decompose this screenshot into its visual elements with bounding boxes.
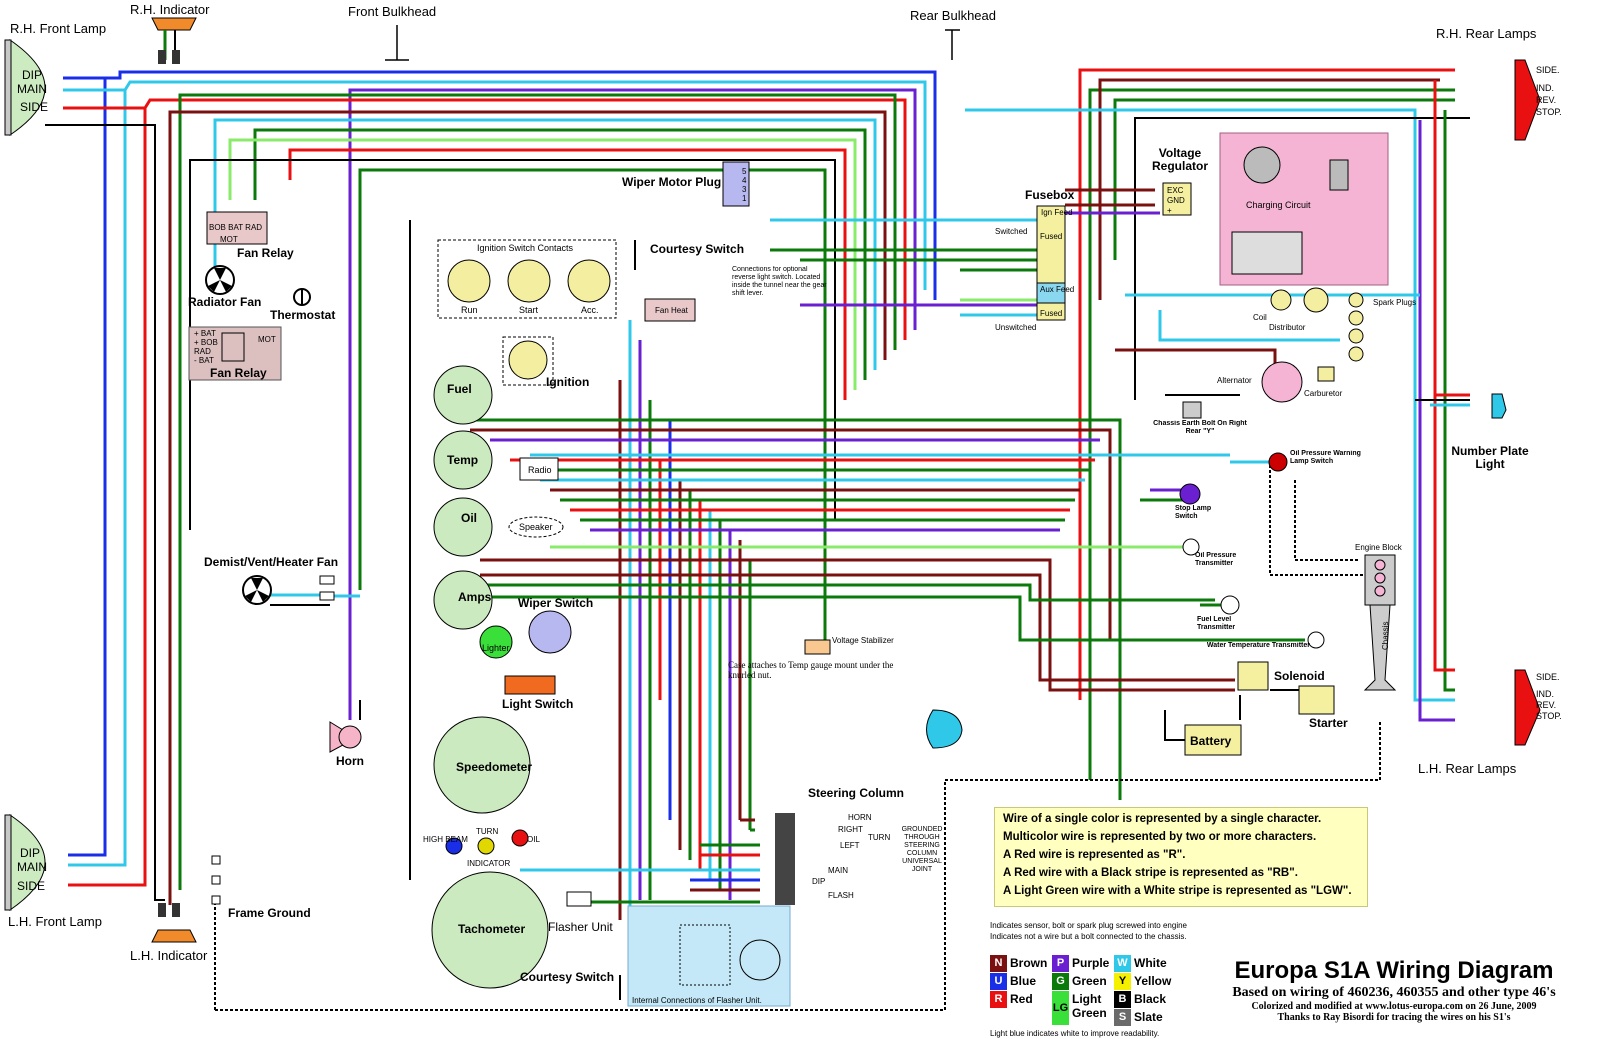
light-switch bbox=[502, 676, 573, 711]
charging-circuit bbox=[1220, 133, 1388, 285]
steering-dip: DIP bbox=[812, 877, 826, 886]
wiper-pin-4: 4 bbox=[742, 176, 747, 185]
blue-swatch: U bbox=[990, 973, 1007, 990]
lh-indicator bbox=[130, 903, 208, 963]
fuel-level-transmitter bbox=[1197, 596, 1257, 636]
detail-rad: RAD bbox=[194, 347, 211, 356]
marker-legend bbox=[990, 920, 1187, 942]
rh-rear-lamps bbox=[1436, 26, 1562, 140]
ign-run-label: Run bbox=[461, 305, 478, 315]
black-name: Black bbox=[1134, 992, 1167, 1006]
spark-plugs bbox=[1349, 293, 1416, 361]
stabilizer-note: Case attaches to Temp gauge mount under the knurled nut. bbox=[728, 660, 894, 680]
readability-note: Light blue indicates white to improve readability. bbox=[990, 1029, 1160, 1038]
diagram-subtitle: Based on wiring of 460236, 460355 and other type 46's bbox=[1232, 985, 1556, 1000]
flasher-internals bbox=[628, 906, 790, 1006]
tachometer-label: Tachometer bbox=[458, 922, 526, 936]
oil-pressure-warning-label: Oil Pressure Warning Lamp Switch bbox=[1290, 450, 1361, 465]
color-key-slate bbox=[1114, 1009, 1170, 1026]
speaker-label: Speaker bbox=[519, 522, 553, 532]
lh-rear-lamps bbox=[1418, 670, 1562, 776]
voltage-regulator-label: Voltage Regulator bbox=[1151, 147, 1208, 173]
ign-contacts-title: Ignition Switch Contacts bbox=[477, 243, 574, 253]
courtesy-switch-top-label: Courtesy Switch bbox=[650, 242, 745, 256]
lh-rev: REV. bbox=[1536, 700, 1557, 710]
fuse-ign-feed: Ign Feed bbox=[1041, 208, 1073, 217]
thermostat bbox=[270, 289, 335, 322]
ign-acc-label: Acc. bbox=[581, 305, 599, 315]
slate-name: Slate bbox=[1134, 1010, 1163, 1024]
fan-heat-label: Fan Heat bbox=[655, 306, 688, 315]
color-key-green bbox=[1052, 973, 1112, 990]
wiper-pin-1: 1 bbox=[742, 194, 747, 203]
indicator-label: INDICATOR bbox=[467, 859, 511, 868]
lh-stop: STOP. bbox=[1536, 711, 1562, 721]
lighter-label: Lighter bbox=[482, 643, 510, 653]
color-key-light-green bbox=[1052, 991, 1112, 1025]
title-block bbox=[1204, 957, 1584, 1023]
frame-ground-label: Frame Ground bbox=[228, 906, 311, 920]
temp-gauge bbox=[434, 431, 492, 489]
rh-ind: IND. bbox=[1536, 83, 1554, 93]
demist-fan bbox=[204, 555, 338, 604]
battery-label: Battery bbox=[1190, 734, 1232, 748]
steering-main: MAIN bbox=[828, 866, 848, 875]
amps-gauge bbox=[434, 571, 492, 629]
rh-dip-label: DIP bbox=[22, 68, 43, 82]
fan-relay-mot: MOT bbox=[220, 235, 238, 244]
stop-lamp-switch bbox=[1175, 484, 1235, 525]
yellow-name: Yellow bbox=[1134, 974, 1172, 988]
color-key-red bbox=[990, 991, 1050, 1008]
voltage-regulator bbox=[1145, 147, 1215, 215]
lh-dip-label: DIP bbox=[20, 846, 41, 860]
brown-name: Brown bbox=[1010, 956, 1048, 970]
red-name: Red bbox=[1010, 992, 1033, 1006]
lh-ind: IND. bbox=[1536, 689, 1554, 699]
wiper-switch bbox=[518, 596, 593, 653]
light-green-name: Light Green bbox=[1072, 992, 1107, 1020]
blue-name: Blue bbox=[1010, 974, 1037, 988]
wire-code-note bbox=[994, 807, 1368, 907]
ignition bbox=[503, 337, 589, 389]
steering-left: LEFT bbox=[840, 841, 860, 850]
oil-gauge bbox=[434, 498, 492, 556]
reverse-switch-note bbox=[732, 266, 832, 306]
carburetor-label: Carburetor bbox=[1304, 389, 1343, 398]
spark-plugs-label: Spark Plugs bbox=[1373, 298, 1417, 307]
steering-right: RIGHT bbox=[838, 825, 863, 834]
color-key-blue bbox=[990, 973, 1050, 990]
alternator-label: Alternator bbox=[1217, 376, 1252, 385]
yellow-swatch: Y bbox=[1114, 973, 1131, 990]
high-beam-label: HIGH BEAM bbox=[423, 835, 468, 844]
speedometer bbox=[434, 717, 532, 813]
color-key-black bbox=[1114, 991, 1170, 1008]
wiper-switch-label: Wiper Switch bbox=[518, 596, 594, 610]
thermostat-label: Thermostat bbox=[270, 308, 336, 322]
voltage-stabilizer bbox=[728, 636, 908, 684]
engine-block-label: Engine Block bbox=[1355, 543, 1402, 552]
diagram-credit-1: Colorized and modified at www.lotus-europa.com on 26 June, 2009 bbox=[1251, 1001, 1537, 1012]
fan-relay-detail-label: Fan Relay bbox=[210, 366, 267, 380]
wiper-pin-3: 3 bbox=[742, 185, 747, 194]
marker-legend-line: Indicates not a wire but a bolt connected to the chassis. bbox=[990, 932, 1187, 941]
water-temp-transmitter bbox=[1195, 632, 1324, 662]
ignition-label: Ignition bbox=[546, 375, 590, 389]
color-key bbox=[990, 955, 1170, 1026]
fuse-aux-feed: Aux Feed bbox=[1040, 285, 1075, 294]
fan-relay-label: Fan Relay bbox=[237, 246, 294, 260]
vr-exc: EXC bbox=[1167, 186, 1184, 195]
rh-stop: STOP. bbox=[1536, 107, 1562, 117]
flasher-unit-label: Flasher Unit bbox=[548, 920, 613, 934]
marker-legend-line: Indicates sensor, bolt or spark plug screwed into engine bbox=[990, 921, 1188, 930]
bulkhead-labels bbox=[348, 4, 996, 60]
white-name: White bbox=[1134, 956, 1167, 970]
oil-label: Oil bbox=[461, 511, 478, 525]
color-key-yellow bbox=[1114, 973, 1170, 990]
reverse-switch-note-text: Connections for optional reverse light switch. Located inside the tunnel near the gear shift lever. bbox=[732, 266, 827, 297]
chassis-earth bbox=[1150, 402, 1250, 442]
note-line: A Light Green wire with a White stripe is represented as "LGW". bbox=[1003, 885, 1352, 897]
flasher-unit bbox=[548, 892, 613, 934]
starter-label: Starter bbox=[1309, 716, 1348, 730]
grounded-column-note: GROUNDED THROUGH STEERING COLUMN UNIVERSAL JOINT bbox=[901, 826, 943, 873]
steering-turn: TURN bbox=[868, 833, 891, 842]
radiator-fan bbox=[188, 266, 261, 309]
rh-indicator-label: R.H. Indicator bbox=[130, 2, 210, 17]
engine-block bbox=[1355, 543, 1403, 690]
diagram-title: Europa S1A Wiring Diagram bbox=[1234, 957, 1554, 984]
lh-side: SIDE. bbox=[1536, 672, 1560, 682]
carburetor bbox=[1304, 367, 1343, 398]
wiper-pin-5: 5 bbox=[742, 167, 747, 176]
detail-bat: + BAT bbox=[194, 329, 216, 338]
fuel-gauge bbox=[434, 366, 492, 424]
voltage-stabilizer-label: Voltage Stabilizer bbox=[832, 636, 894, 645]
light-switch-label: Light Switch bbox=[502, 697, 574, 711]
detail-bob: + BOB bbox=[194, 338, 218, 347]
steering-horn: HORN bbox=[848, 813, 872, 822]
fan-relay bbox=[207, 212, 294, 260]
switched-label: Switched bbox=[995, 227, 1028, 236]
courtesy-switch-bottom bbox=[520, 970, 620, 1000]
green-name: Green bbox=[1072, 974, 1107, 988]
note-line: Multicolor wire is represented by two or more characters. bbox=[1003, 831, 1317, 843]
note-line: A Red wire is represented as "R". bbox=[1003, 849, 1186, 861]
fan-relay-terminals: BOB BAT RAD bbox=[209, 223, 263, 232]
lh-side-label: SIDE bbox=[17, 879, 46, 893]
light-green-swatch: LG bbox=[1052, 991, 1069, 1025]
stop-lamp-switch-label: Stop Lamp Switch bbox=[1175, 505, 1212, 520]
color-key-white bbox=[1114, 955, 1170, 972]
rh-main-label: MAIN bbox=[17, 82, 47, 96]
ignition-switch-contacts bbox=[438, 240, 616, 318]
rh-rev: REV. bbox=[1536, 95, 1557, 105]
steering-column bbox=[775, 786, 947, 905]
courtesy-switch-bottom-label: Courtesy Switch bbox=[520, 970, 615, 984]
water-temp-transmitter-label: Water Temperature Transmitter bbox=[1206, 642, 1310, 649]
vr-plus: + bbox=[1167, 206, 1172, 215]
starter bbox=[1299, 686, 1348, 730]
lh-rear-lamps-label: L.H. Rear Lamps bbox=[1418, 761, 1517, 776]
warning-lamps bbox=[423, 827, 540, 868]
flasher-internals-label: Internal Connections of Flasher Unit. bbox=[632, 996, 762, 1005]
steering-column-label: Steering Column bbox=[808, 786, 905, 800]
coil-label: Coil bbox=[1253, 313, 1267, 322]
stop-lamp-left bbox=[927, 710, 963, 748]
lh-front-lamp-label: L.H. Front Lamp bbox=[8, 914, 102, 929]
oil-pressure-transmitter-label: Oil Pressure Transmitter bbox=[1195, 552, 1237, 567]
lh-front-lamp bbox=[5, 815, 102, 929]
wiper-motor-plug-label: Wiper Motor Plug bbox=[622, 175, 722, 189]
fan-heat-switch bbox=[645, 299, 695, 321]
red-swatch: R bbox=[990, 991, 1007, 1008]
oil-pressure-transmitter bbox=[1183, 539, 1260, 572]
rh-indicator bbox=[130, 2, 210, 64]
purple-name: Purple bbox=[1072, 956, 1110, 970]
courtesy-switch-top bbox=[635, 240, 744, 270]
color-key-purple bbox=[1052, 955, 1112, 972]
diagram-credit-2: Thanks to Ray Bisordi for tracing the wires on his S1's bbox=[1277, 1012, 1511, 1023]
speedometer-label: Speedometer bbox=[456, 760, 533, 774]
radio bbox=[509, 458, 563, 537]
fuse-fused-1: Fused bbox=[1040, 232, 1063, 241]
fuel-label: Fuel bbox=[447, 382, 472, 396]
fuse-fused-2: Fused bbox=[1040, 309, 1063, 318]
ign-start-label: Start bbox=[519, 305, 539, 315]
black-swatch: B bbox=[1114, 991, 1131, 1008]
distributor-label: Distributor bbox=[1269, 323, 1306, 332]
lh-main-label: MAIN bbox=[17, 860, 47, 874]
temp-label: Temp bbox=[447, 453, 479, 467]
charging-circuit-label: Charging Circuit bbox=[1246, 200, 1311, 210]
vr-gnd: GND bbox=[1167, 196, 1185, 205]
lh-indicator-label: L.H. Indicator bbox=[130, 948, 208, 963]
oil-lamp-label: OIL bbox=[527, 835, 540, 844]
fuel-level-transmitter-label: Fuel Level Transmitter bbox=[1197, 616, 1236, 631]
battery bbox=[1185, 725, 1241, 755]
unswitched-label: Unswitched bbox=[995, 323, 1037, 332]
radiator-fan-label: Radiator Fan bbox=[188, 295, 262, 309]
chassis-earth-label: Chassis Earth Bolt On Right Rear "Y" bbox=[1153, 420, 1247, 435]
radio-label: Radio bbox=[528, 465, 552, 475]
lighter bbox=[480, 626, 512, 658]
turn-label: TURN bbox=[476, 827, 499, 836]
rh-side: SIDE. bbox=[1536, 65, 1560, 75]
detail-mot: MOT bbox=[258, 335, 276, 344]
rh-rear-lamps-label: R.H. Rear Lamps bbox=[1436, 26, 1537, 41]
solenoid-label: Solenoid bbox=[1274, 669, 1325, 683]
white-swatch: W bbox=[1114, 955, 1131, 972]
detail-neg-bat: - BAT bbox=[194, 356, 214, 365]
slate-swatch: S bbox=[1114, 1009, 1131, 1026]
rear-bulkhead-label: Rear Bulkhead bbox=[910, 8, 996, 23]
note-line: A Red wire with a Black stripe is represented as "RB". bbox=[1003, 867, 1298, 879]
rh-side-label: SIDE bbox=[20, 100, 49, 114]
front-bulkhead-label: Front Bulkhead bbox=[348, 4, 437, 19]
chassis-label: Chassis bbox=[1381, 621, 1390, 650]
note-line: Wire of a single color is represented by a single character. bbox=[1003, 813, 1322, 825]
purple-swatch: P bbox=[1052, 955, 1069, 972]
rh-front-lamp-label: R.H. Front Lamp bbox=[10, 21, 107, 36]
oil-pressure-warning-switch bbox=[1269, 450, 1370, 480]
color-key-brown bbox=[990, 955, 1050, 972]
brown-swatch: N bbox=[990, 955, 1007, 972]
amps-label: Amps bbox=[458, 590, 492, 604]
demist-fan-label: Demist/Vent/Heater Fan bbox=[204, 555, 339, 569]
frame-ground bbox=[212, 856, 311, 920]
number-plate-light-label: Number Plate Light bbox=[1451, 445, 1529, 471]
green-swatch: G bbox=[1052, 973, 1069, 990]
fusebox-label: Fusebox bbox=[1025, 188, 1075, 202]
horn bbox=[330, 722, 364, 768]
horn-label: Horn bbox=[336, 754, 364, 768]
fan-relay-detail bbox=[189, 327, 281, 380]
steering-flash: FLASH bbox=[828, 891, 854, 900]
